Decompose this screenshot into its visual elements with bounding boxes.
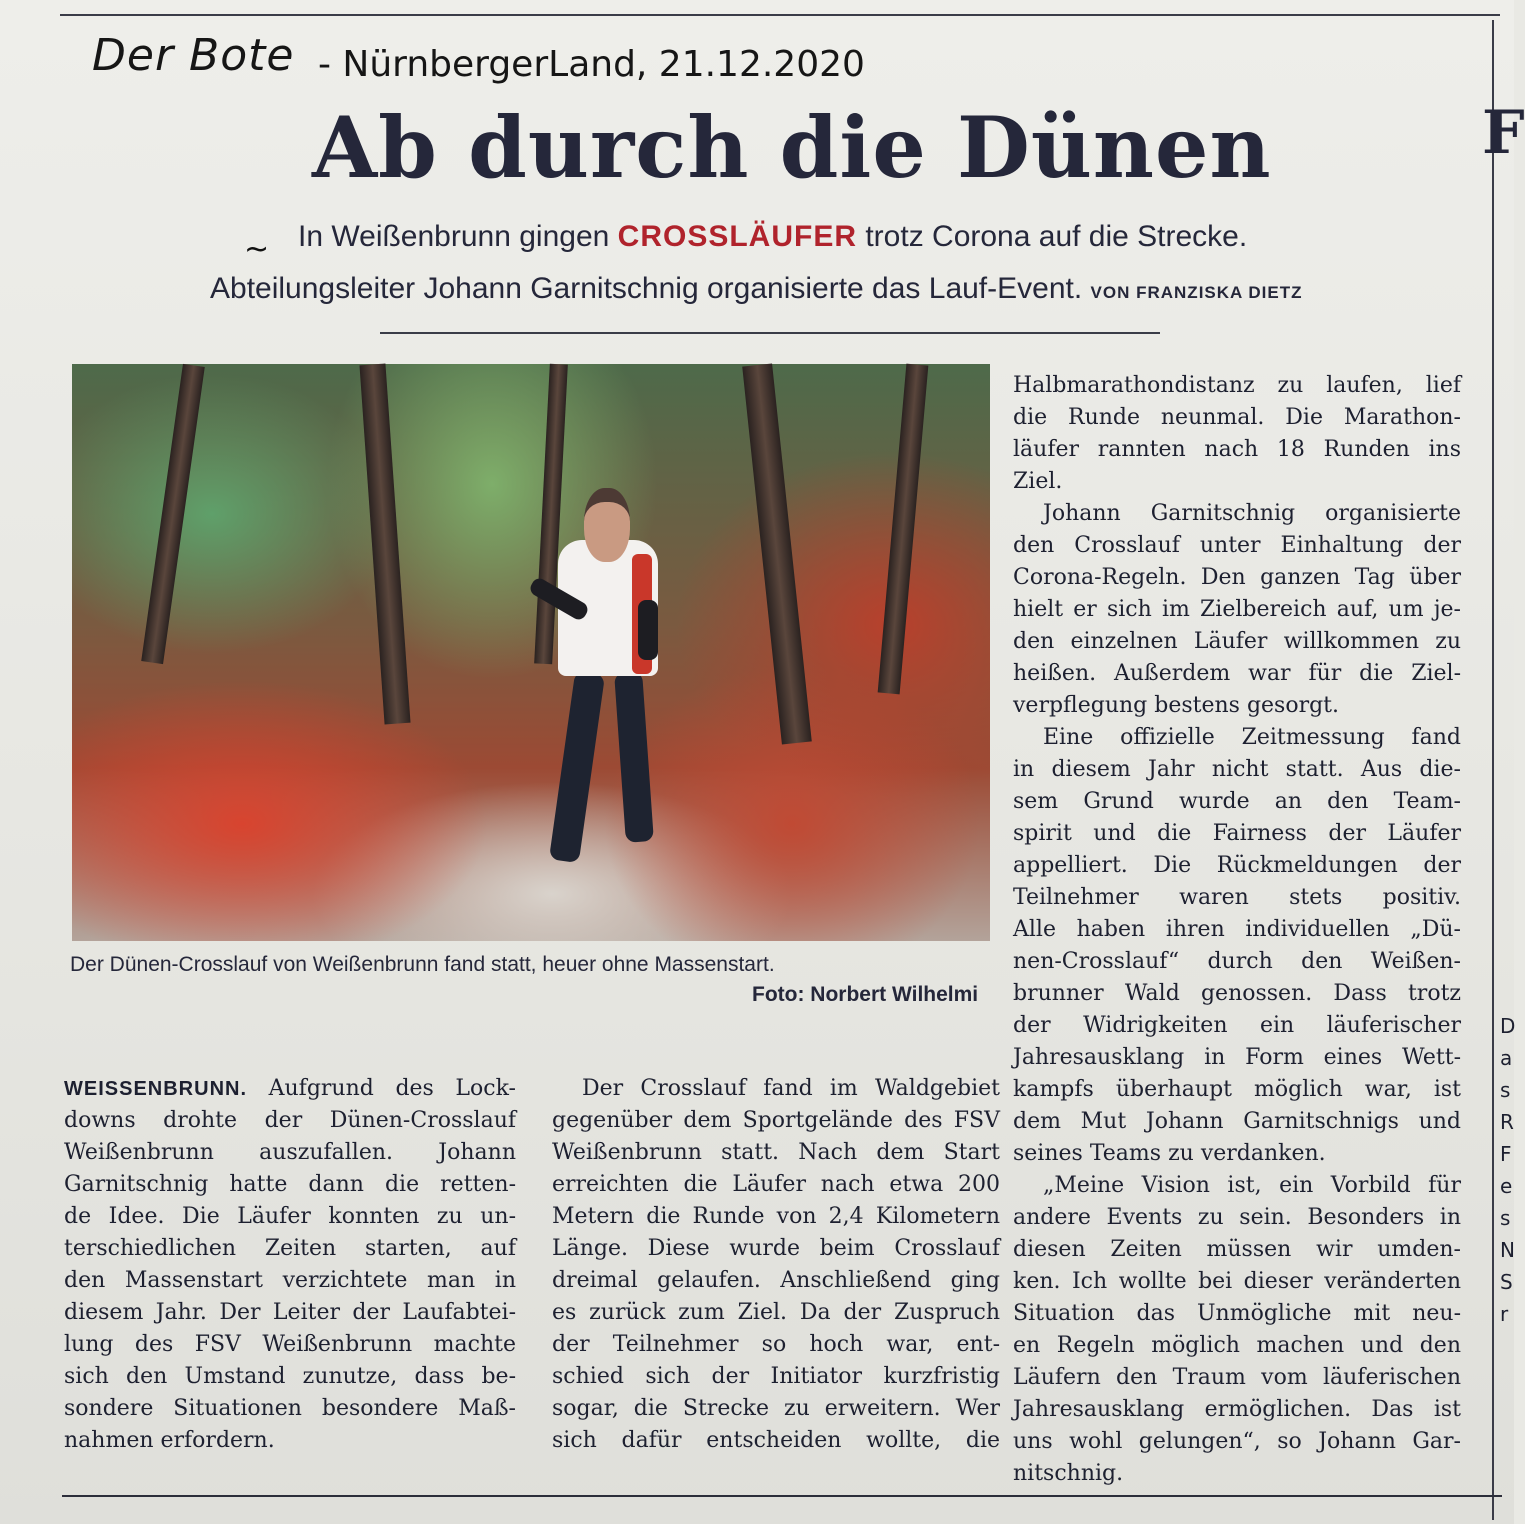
- adjacent-headline-fragment: F: [1482, 98, 1525, 168]
- text-line: brunner Wald genossen. Dass trotz: [1013, 981, 1461, 1006]
- runner-leg: [549, 671, 605, 863]
- text-line: sich den Umstand zunutze, dass be-: [64, 1364, 516, 1389]
- text-line: sogar, die Strecke zu erweitern. Wer: [552, 1396, 1000, 1421]
- text-line: nitschnig.: [1013, 1461, 1124, 1486]
- text-line: seines Teams zu verdanken.: [1013, 1141, 1326, 1166]
- kicker: CROSSLÄUFER: [617, 220, 858, 253]
- subheadline-line-1: [0, 220, 1514, 254]
- text-line: Jahresausklang in Form eines Wett-: [1013, 1045, 1461, 1070]
- text-line: in diesem Jahr nicht statt. Aus die-: [1013, 757, 1461, 782]
- text-line: Corona-Regeln. Den ganzen Tag über: [1013, 565, 1461, 590]
- handwritten-note: Der Bote: [92, 30, 295, 81]
- text-line: kampfs überhaupt möglich war, ist: [1013, 1077, 1461, 1102]
- text-line: uns wohl gelungen“, so Johann Gar-: [1013, 1429, 1461, 1454]
- text-line: downs drohte der Dünen-Crosslauf: [64, 1108, 516, 1133]
- headline: Ab durch die Dünen: [312, 98, 1272, 197]
- runner-leg: [614, 671, 654, 843]
- text-line: Eine offizielle Zeitmessung fand: [1043, 725, 1461, 750]
- subhead-text-2: Abteilungsleiter Johann Garnitschnig organisierte das Lauf-Event.: [210, 272, 1091, 305]
- adjacent-column-letter: N: [1500, 1238, 1515, 1262]
- article-photo: [72, 364, 990, 941]
- text-line: Länge. Diese wurde beim Crosslauf: [552, 1236, 1000, 1261]
- text-line: läufer rannten nach 18 Runden ins: [1013, 437, 1461, 462]
- adjacent-column-letter: D: [1500, 1014, 1516, 1038]
- text-line: Teilnehmer waren stets positiv.: [1013, 885, 1461, 910]
- text-line: Jahresausklang ermöglichen. Das ist: [1013, 1397, 1461, 1422]
- photo-credit: Foto: Norbert Wilhelmi: [752, 983, 979, 1006]
- article-column-2: [552, 1073, 1000, 1457]
- text-line: Metern die Runde von 2,4 Kilometern: [552, 1204, 1000, 1229]
- text-line: „Meine Vision ist, ein Vorbild für: [1043, 1173, 1461, 1198]
- text-line: verpflegung bestens gesorgt.: [1013, 693, 1340, 718]
- subhead-rule: [380, 332, 1160, 334]
- text-line: nahmen erfordern.: [64, 1428, 275, 1453]
- adjacent-column-letter: F: [1500, 1142, 1512, 1166]
- adjacent-column-letter: r: [1500, 1302, 1509, 1326]
- text-line: en Regeln möglich machen und den: [1013, 1333, 1461, 1358]
- adjacent-column-letter: S: [1500, 1270, 1513, 1294]
- text-line: Garnitschnig hatte dann die retten-: [64, 1172, 516, 1197]
- text-line: die Runde neunmal. Die Marathon-: [1013, 405, 1461, 430]
- text-line: lung des FSV Weißenbrunn machte: [64, 1332, 516, 1357]
- text-line: der Teilnehmer so hoch war, ent-: [552, 1332, 1000, 1357]
- runner-arm: [638, 600, 658, 660]
- adjacent-column-letter: R: [1500, 1110, 1514, 1134]
- subhead-text-post: trotz Corona auf die Strecke.: [857, 220, 1248, 253]
- text-line: sich dafür entscheiden wollte, die: [552, 1428, 1000, 1453]
- text-line: andere Events zu sein. Besonders in: [1013, 1205, 1461, 1230]
- runner-head: [584, 488, 630, 562]
- text-line: diesem Jahr. Der Leiter der Laufabtei-: [64, 1300, 516, 1325]
- article-column-1: [64, 1073, 516, 1457]
- text-line: der Widrigkeiten ein läuferischer: [1013, 1013, 1461, 1038]
- text-line: gegenüber dem Sportgelände des FSV: [552, 1108, 1000, 1133]
- text-line: schied sich der Initiator kurzfristig: [552, 1364, 1000, 1389]
- text-line: erreichten die Läufer nach etwa 200: [552, 1172, 1000, 1197]
- text-line: sondere Situationen besondere Maß-: [64, 1396, 516, 1421]
- text-line: appelliert. Die Rückmeldungen der: [1013, 853, 1461, 878]
- text-line: heißen. Außerdem war für die Ziel-: [1013, 661, 1461, 686]
- photo-caption: Der Dünen-Crosslauf von Weißenbrunn fand statt, heuer ohne Massenstart.: [70, 953, 775, 976]
- text-line: terschiedlichen Zeiten starten, auf: [64, 1236, 516, 1261]
- adjacent-column-letter: a: [1500, 1046, 1513, 1070]
- text-line: Weißenbrunn statt. Nach dem Start: [552, 1140, 1000, 1165]
- subheadline-line-2: [0, 272, 1514, 306]
- top-rule: [60, 14, 1500, 16]
- bottom-rule: [62, 1495, 1502, 1497]
- text-line: diesen Zeiten müssen wir umden-: [1013, 1237, 1461, 1262]
- text-run: Aufgrund des Lock-: [247, 1076, 516, 1101]
- text-line: Johann Garnitschnig organisierte: [1043, 501, 1461, 526]
- article-column-3: [1013, 370, 1461, 1490]
- text-line: [64, 1073, 516, 1105]
- text-line: spirit und die Fairness der Läufer: [1013, 821, 1461, 846]
- text-line: ken. Ich wollte bei dieser veränderten: [1013, 1269, 1461, 1294]
- text-line: dem Mut Johann Garnitschnigs und: [1013, 1109, 1461, 1134]
- text-line: Ziel.: [1013, 469, 1063, 494]
- adjacent-column-letter: e: [1500, 1174, 1513, 1198]
- text-line: Alle haben ihren individuellen „Dü-: [1013, 917, 1461, 942]
- text-line: Weißenbrunn auszufallen. Johann: [64, 1140, 516, 1165]
- text-line: hielt er sich im Zielbereich auf, um je-: [1013, 597, 1461, 622]
- text-line: nen-Crosslauf“ durch den Weißen-: [1013, 949, 1461, 974]
- text-line: Der Crosslauf fand im Waldgebiet: [582, 1076, 1000, 1101]
- text-line: Halbmarathondistanz zu laufen, lief: [1013, 373, 1461, 398]
- tree-trunk: [141, 364, 205, 664]
- text-line: de Idee. Die Läufer konnten zu un-: [64, 1204, 516, 1229]
- text-line: Situation das Unmögliche mit neu-: [1013, 1301, 1461, 1326]
- text-line: den Crosslauf unter Einhaltung der: [1013, 533, 1461, 558]
- tree-trunk: [359, 364, 410, 725]
- text-line: den Massenstart verzichtete man in: [64, 1268, 516, 1293]
- tree-trunk: [878, 364, 929, 695]
- text-line: Läufern den Traum vom läuferischen: [1013, 1365, 1461, 1390]
- dateline: WEISSENBRUNN.: [64, 1078, 248, 1100]
- text-line: dreimal gelaufen. Anschließend ging: [552, 1268, 1000, 1293]
- dash-mark: ~: [244, 232, 270, 267]
- text-line: sem Grund wurde an den Team-: [1013, 789, 1461, 814]
- publication-date: - NürnbergerLand, 21.12.2020: [318, 44, 865, 85]
- adjacent-column-letter: s: [1500, 1078, 1511, 1102]
- byline: VON FRANZISKA DIETZ: [1090, 283, 1303, 302]
- text-line: den einzelnen Läufer willkommen zu: [1013, 629, 1461, 654]
- adjacent-column-letter: s: [1500, 1206, 1511, 1230]
- subhead-text-pre: In Weißenbrunn gingen: [298, 220, 618, 253]
- tree-trunk: [742, 363, 812, 744]
- text-line: es zurück zum Ziel. Da der Zuspruch: [552, 1300, 1000, 1325]
